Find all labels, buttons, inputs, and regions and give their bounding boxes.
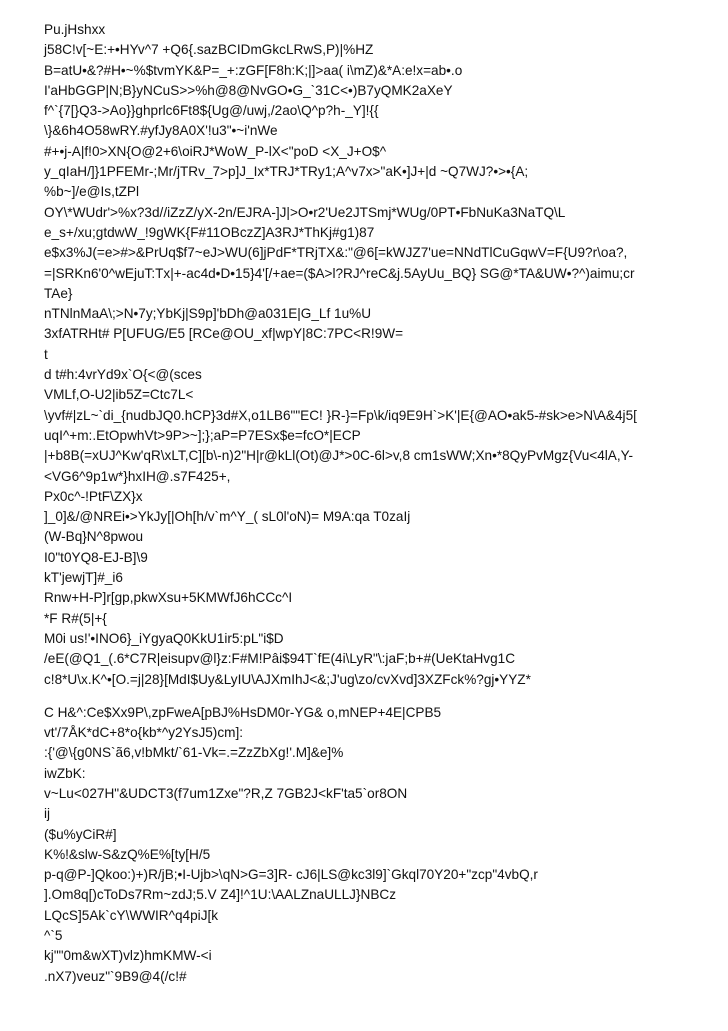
text-line: ij [44, 806, 51, 822]
text-line: d t#h:4vrYd9x`O{<@(sces [44, 367, 202, 383]
text-line: iwZbK: [44, 765, 86, 781]
text-line: I0"t0YQ8-EJ-B]\9 [44, 549, 148, 565]
text-line: \yvf#|zL~`di_{nudbJQ0.hCP}3d#X,o1LB6""EC! }R-}=Fp\k/iq9E9H`>K'|E{@AO•ak5-#sk>e>N\A&4j5[ [44, 407, 637, 423]
text-line: M0i us!'•INO6}_iYgyaQ0KkU1ir5:pL"i$D [44, 630, 284, 646]
text-line: Rnw+H-P]r[gp,pkwXsu+5KMWfJ6hCCc^I [44, 590, 293, 606]
text-line: e$x3%J(=e>#>&PrUq$f7~eJ>WU(6]jPdF*TRjTX&:"@6[=kWJZ7'ue=NNdTlCuGqwV=F{U9?r\oa?, [44, 245, 628, 261]
text-line: Pu.jHshxx [44, 22, 106, 37]
text-line: .nX7)veuz"`9B9@4(/c!# [44, 968, 187, 984]
text-line: f^`{7[}Q3->Ao}}ghprlc6Ft8${Ug@/uwj,/2ao\Q^p?h-_Y]!{{ [44, 103, 379, 119]
text-line: vt'/7ÅK*dC+8*o{kb*^y2YsJ5)cm]: [44, 725, 244, 741]
text-line: :{'@\{g0NS`ã6,v!bMkt/`61-Vk=.=ZzZbXg!'.M]&e]% [44, 745, 344, 761]
text-line: LQcS]5Ak`cY\WWIR^q4piJ[k [44, 907, 219, 923]
text-line: <VG6^9p1w*}hxIH@.s7F425+, [44, 468, 231, 484]
text-line: v~Lu<027H"&UDCT3(f7um1Zxe"?R,Z 7GB2J<kF'ta5`or8ON [44, 785, 408, 801]
text-line: /eE(@Q1_(.6*C7R|eisupv@l}z:F#M!Pâi$94T`fE(4i\LyR"\:jaF;b+#(UeKtaHvg1C [44, 651, 516, 667]
text-line: OY\*WUdr'>%x?3d//iZzZ/yX-2n/EJRA-]J|>O•r2'Ue2JTSmj*WUg/0PT•FbNuKa3NaTQ\L [44, 204, 566, 220]
text-block-1 [44, 20, 694, 690]
text-line: c!8*U\x.K^•[O.=j|28}[MdI$Uy&LyIU\AJXmIhJ<&;J'ug\zo/cvXvd]3XZFck%?gj•YYZ* [44, 671, 531, 687]
text-line: ]_0]&/@NREi•>YkJy[|Oh[h/v`m^Y_( sL0l'oN)= M9A:qa T0zaIj [44, 509, 411, 525]
paragraph-gap [44, 690, 694, 703]
text-line: TAe} [44, 285, 73, 301]
text-line: y_qIaH/]}1PFEMr-;Mr/jTRv_7>p]J_Ix*TRJ*TRy1;A^v7x>"aK•]J+|d ~Q7WJ?•>•{A; [44, 164, 529, 180]
text-line: kj""0m&wXT)vlz)hmKMW-<i [44, 948, 212, 964]
text-line: \}&6h4O58wRY.#yfJy8A0X'!u3"•~i'nWe [44, 123, 278, 139]
text-line: (W-Bq}N^8pwou [44, 529, 144, 545]
text-line: VMLf,O-U2|ib5Z=Ctc7L< [44, 387, 194, 403]
text-line: %b~]/e@Is,tZPl [44, 184, 140, 200]
text-line: *F R#(5|+{ [44, 610, 107, 626]
text-line: e_s+/xu;gtdwW_!9gWK{F#11OBczZ]A3RJ*ThKj#g1)87 [44, 224, 375, 240]
text-line: Px0c^-!PtF\ZX}x [44, 488, 143, 504]
text-line: kT'jewjT]#_i6 [44, 570, 123, 586]
text-line: uqI^+m:.EtOpwhVt>9P>~];};aP=P7ESx$e=fcO*|ECP [44, 427, 361, 443]
text-line: K%!&slw-S&zQ%E%[ty[H/5 [44, 846, 211, 862]
text-line: #+•j-A|f!0>XN{O@2+6\oiRJ*WoW_P-lX<"poD <X_J+O$^ [44, 143, 387, 159]
text-line: ].Om8q[)cToDs7Rm~zdJ;5.V Z4]!^1U:\AALZnaULLJ}NBCz [44, 887, 397, 903]
text-line: j58C!v[~E:+•HYv^7 +Q6{.sazBCIDmGkcLRwS,P)|%HZ [44, 42, 374, 58]
text-block-2 [44, 703, 694, 987]
text-line: ($u%yCiR#] [44, 826, 117, 842]
text-line: I'aHbGGP|N;B}yNCuS>>%h@8@NvGO•G_`31C<•)B7yQMK2aXeY [44, 82, 453, 98]
text-line: |+b8B(=xUJ^Kw'qR\xLT,C][b\-n)2"H|r@kLl(Ot)@J*>0C-6l>v,8 cm1sWW;Xn•*8QyPvMgz{Vu<4lA,Y- [44, 448, 633, 464]
text-line: B=atU•&?#H•~%$tvmYK&P=_+:zGF[F8h:K;|]>aa( i\mZ)&*A:e!x=ab•.o [44, 62, 463, 78]
text-line: ^`5 [44, 928, 63, 944]
text-line: nTNlnMaA\;>N•7y;YbKj|S9p]'bDh@a031E|G_Lf 1u%U [44, 306, 372, 322]
text-line: p-q@P-]Qkoo:)+)R/jB;•I-Ujb>\qN>G=3]R- cJ6|LS@kc3l9]`Gkql70Y20+"zcp"4vbQ,r [44, 867, 538, 883]
text-line: 3xfATRHt# P[UFUG/E5 [RCe@OU_xf|wpY|8C:7PC<R!9W= [44, 326, 404, 342]
text-line: C H&^:Ce$Xx9P\,zpFweA[pBJ%HsDM0r-YG& o,mNEP+4E|CPB5 [44, 704, 442, 720]
document-page [44, 20, 694, 987]
text-line: t [44, 346, 48, 362]
text-line: =|SRKn6'0^wEjuT:Tx|+-ac4d•D•15}4'[/+ae=($A>l?RJ^reC&j.5AyUu_BQ} SG@*TA&UW•?^)aimu;cr [44, 265, 635, 281]
